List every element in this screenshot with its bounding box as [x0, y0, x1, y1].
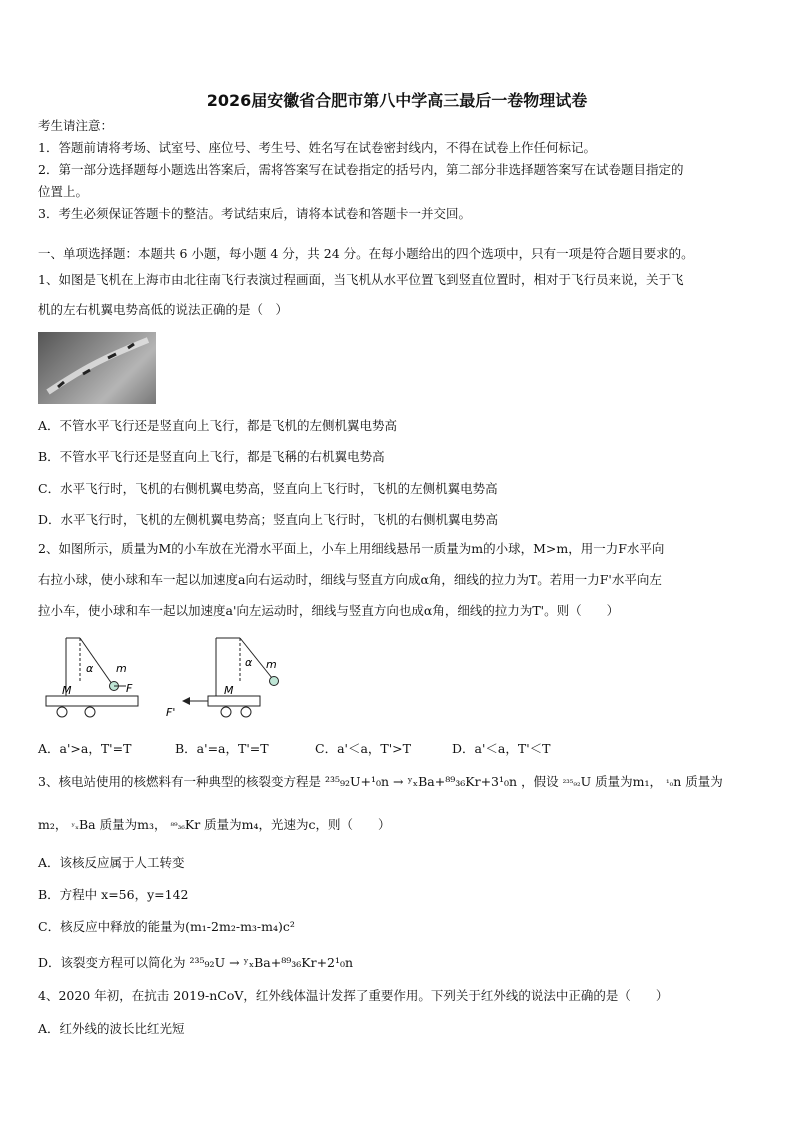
q3-fission-equation: ²³⁵₉₂U+¹₀n → ʸₓBa+⁸⁹₃₆Kr+3¹₀n: [324, 774, 518, 789]
fig-m-left: m: [116, 662, 127, 675]
notice-item-1: 1．答题前请将考场、试室号、座位号、考生号、姓名写在试卷密封线内，不得在试卷上作任何标记。: [38, 140, 596, 155]
q2-option-c[interactable]: C．a'＜a，T'>T: [315, 741, 411, 756]
fig-m-right: m: [266, 658, 277, 671]
q3-line2-a: m₂，: [38, 817, 68, 832]
q3-stem-line-2: m₂， ʸₓBa 质量为m₃， ⁸⁹₃₆Kr 质量为m₄，光速为c，则（ ）: [38, 817, 391, 832]
q2-option-d[interactable]: D．a'＜a，T'＜T: [452, 741, 551, 756]
airshow-photo: [38, 332, 156, 404]
q2-option-b[interactable]: B．a'=a，T'=T: [175, 741, 269, 756]
q1-option-b[interactable]: B．不管水平飞行还是竖直向上飞行，都是飞稱的右机翼电势高: [38, 449, 385, 464]
section-heading: 一、单项选择题：本题共 6 小题，每小题 4 分，共 24 分。在每小题给出的四个选项中，只有一项是符合题目要求的。: [38, 246, 694, 261]
q3-option-d[interactable]: [38, 953, 353, 971]
q3-option-b[interactable]: B．方程中 x=56，y=142: [38, 887, 189, 902]
notice-item-3: 3．考生必须保证答题卡的整洁。考试结束后，请将本试卷和答题卡一并交回。: [38, 206, 471, 221]
page-title: 2026届安徽省合肥市第八中学高三最后一卷物理试卷: [206, 91, 588, 110]
q1-option-d[interactable]: D．水平飞行时，飞机的左侧机翼电势高；竖直向上飞行时，飞机的右侧机翼电势高: [38, 512, 499, 527]
q3-stem-b: ，假设: [521, 774, 559, 789]
q3-line2-b: Ba 质量为m₃，: [78, 817, 167, 832]
fig-M-left: M: [62, 684, 72, 697]
q1-stem-2: 机的左右机翼电势高低的说法正确的是（ ）: [38, 302, 289, 317]
q2-option-a[interactable]: A．a'>a，T'=T: [38, 741, 132, 756]
cart-pendulum-figure: [40, 632, 280, 722]
q3-option-d-equation: ²³⁵₉₂U → ʸₓBa+⁸⁹₃₆Kr+2¹₀n: [189, 955, 354, 970]
q3-option-d-text: D．该裂变方程可以简化为: [38, 955, 186, 970]
fig-alpha-right: α: [245, 656, 253, 669]
notice-item-2-cont: 位置上。: [38, 184, 89, 199]
q3-stem-d: n 质量为: [673, 774, 723, 789]
fig-Fprime-label: F': [166, 706, 176, 719]
q3-stem-c: U 质量为m₁，: [580, 774, 662, 789]
q1-option-c[interactable]: C．水平飞行时，飞机的右侧机翼电势高，竖直向上飞行时，飞机的左侧机翼电势高: [38, 481, 498, 496]
q3-stem-line-1: 3、核电站使用的核燃料有一种典型的核裂变方程是 ²³⁵₉₂U+¹₀n → ʸₓBa+⁸⁹₃₆Kr+3¹₀n ，假设 ²³⁵₉₂U 质量为m₁， ¹₀n 质量为: [38, 774, 723, 789]
notice-heading: 考生请注意：: [38, 118, 114, 133]
fig-alpha-left: α: [86, 662, 94, 675]
notice-item-2: 2．第一部分选择题每小题选出答案后，需将答案写在试卷指定的括号内，第二部分非选择题答案写在试卷题目指定的: [38, 162, 684, 177]
fig-F-label: F: [126, 682, 133, 695]
q3-option-c[interactable]: C．核反应中释放的能量为(m₁-2m₂-m₃-m₄)c²: [38, 919, 295, 934]
q2-stem-1: 2、如图所示，质量为M的小车放在光滑水平面上，小车上用细线悬吊一质量为m的小球，M>m，用一力F水平向: [38, 541, 665, 556]
q4-option-a[interactable]: A．红外线的波长比红光短: [38, 1021, 185, 1036]
q1-stem-1: 1、如图是飞机在上海市由北往南飞行表演过程画面，当飞机从水平位置飞到竖直位置时，相对于飞行员来说，关于飞: [38, 272, 684, 287]
q2-stem-3: 拉小车，使小球和车一起以加速度a'向左运动时，细线与竖直方向也成α角，细线的拉力为T'。则（ ）: [38, 603, 620, 618]
q1-option-a[interactable]: A．不管水平飞行还是竖直向上飞行，都是飞机的左侧机翼电势高: [38, 418, 398, 433]
q3-option-a[interactable]: A．该核反应属于人工转变: [38, 855, 185, 870]
q3-line2-c: Kr 质量为m₄，光速为c，则（ ）: [184, 817, 391, 832]
q4-stem: 4、2020 年初，在抗击 2019-nCoV，红外线体温计发挥了重要作用。下列关于红外线的说法中正确的是（ ）: [38, 988, 669, 1003]
q3-stem-a: 3、核电站使用的核燃料有一种典型的核裂变方程是: [38, 774, 321, 789]
fig-M-right: M: [224, 684, 234, 697]
q2-stem-2: 右拉小球，使小球和车一起以加速度a向右运动时，细线与竖直方向成α角，细线的拉力为T。若用一力F'水平向左: [38, 572, 662, 587]
